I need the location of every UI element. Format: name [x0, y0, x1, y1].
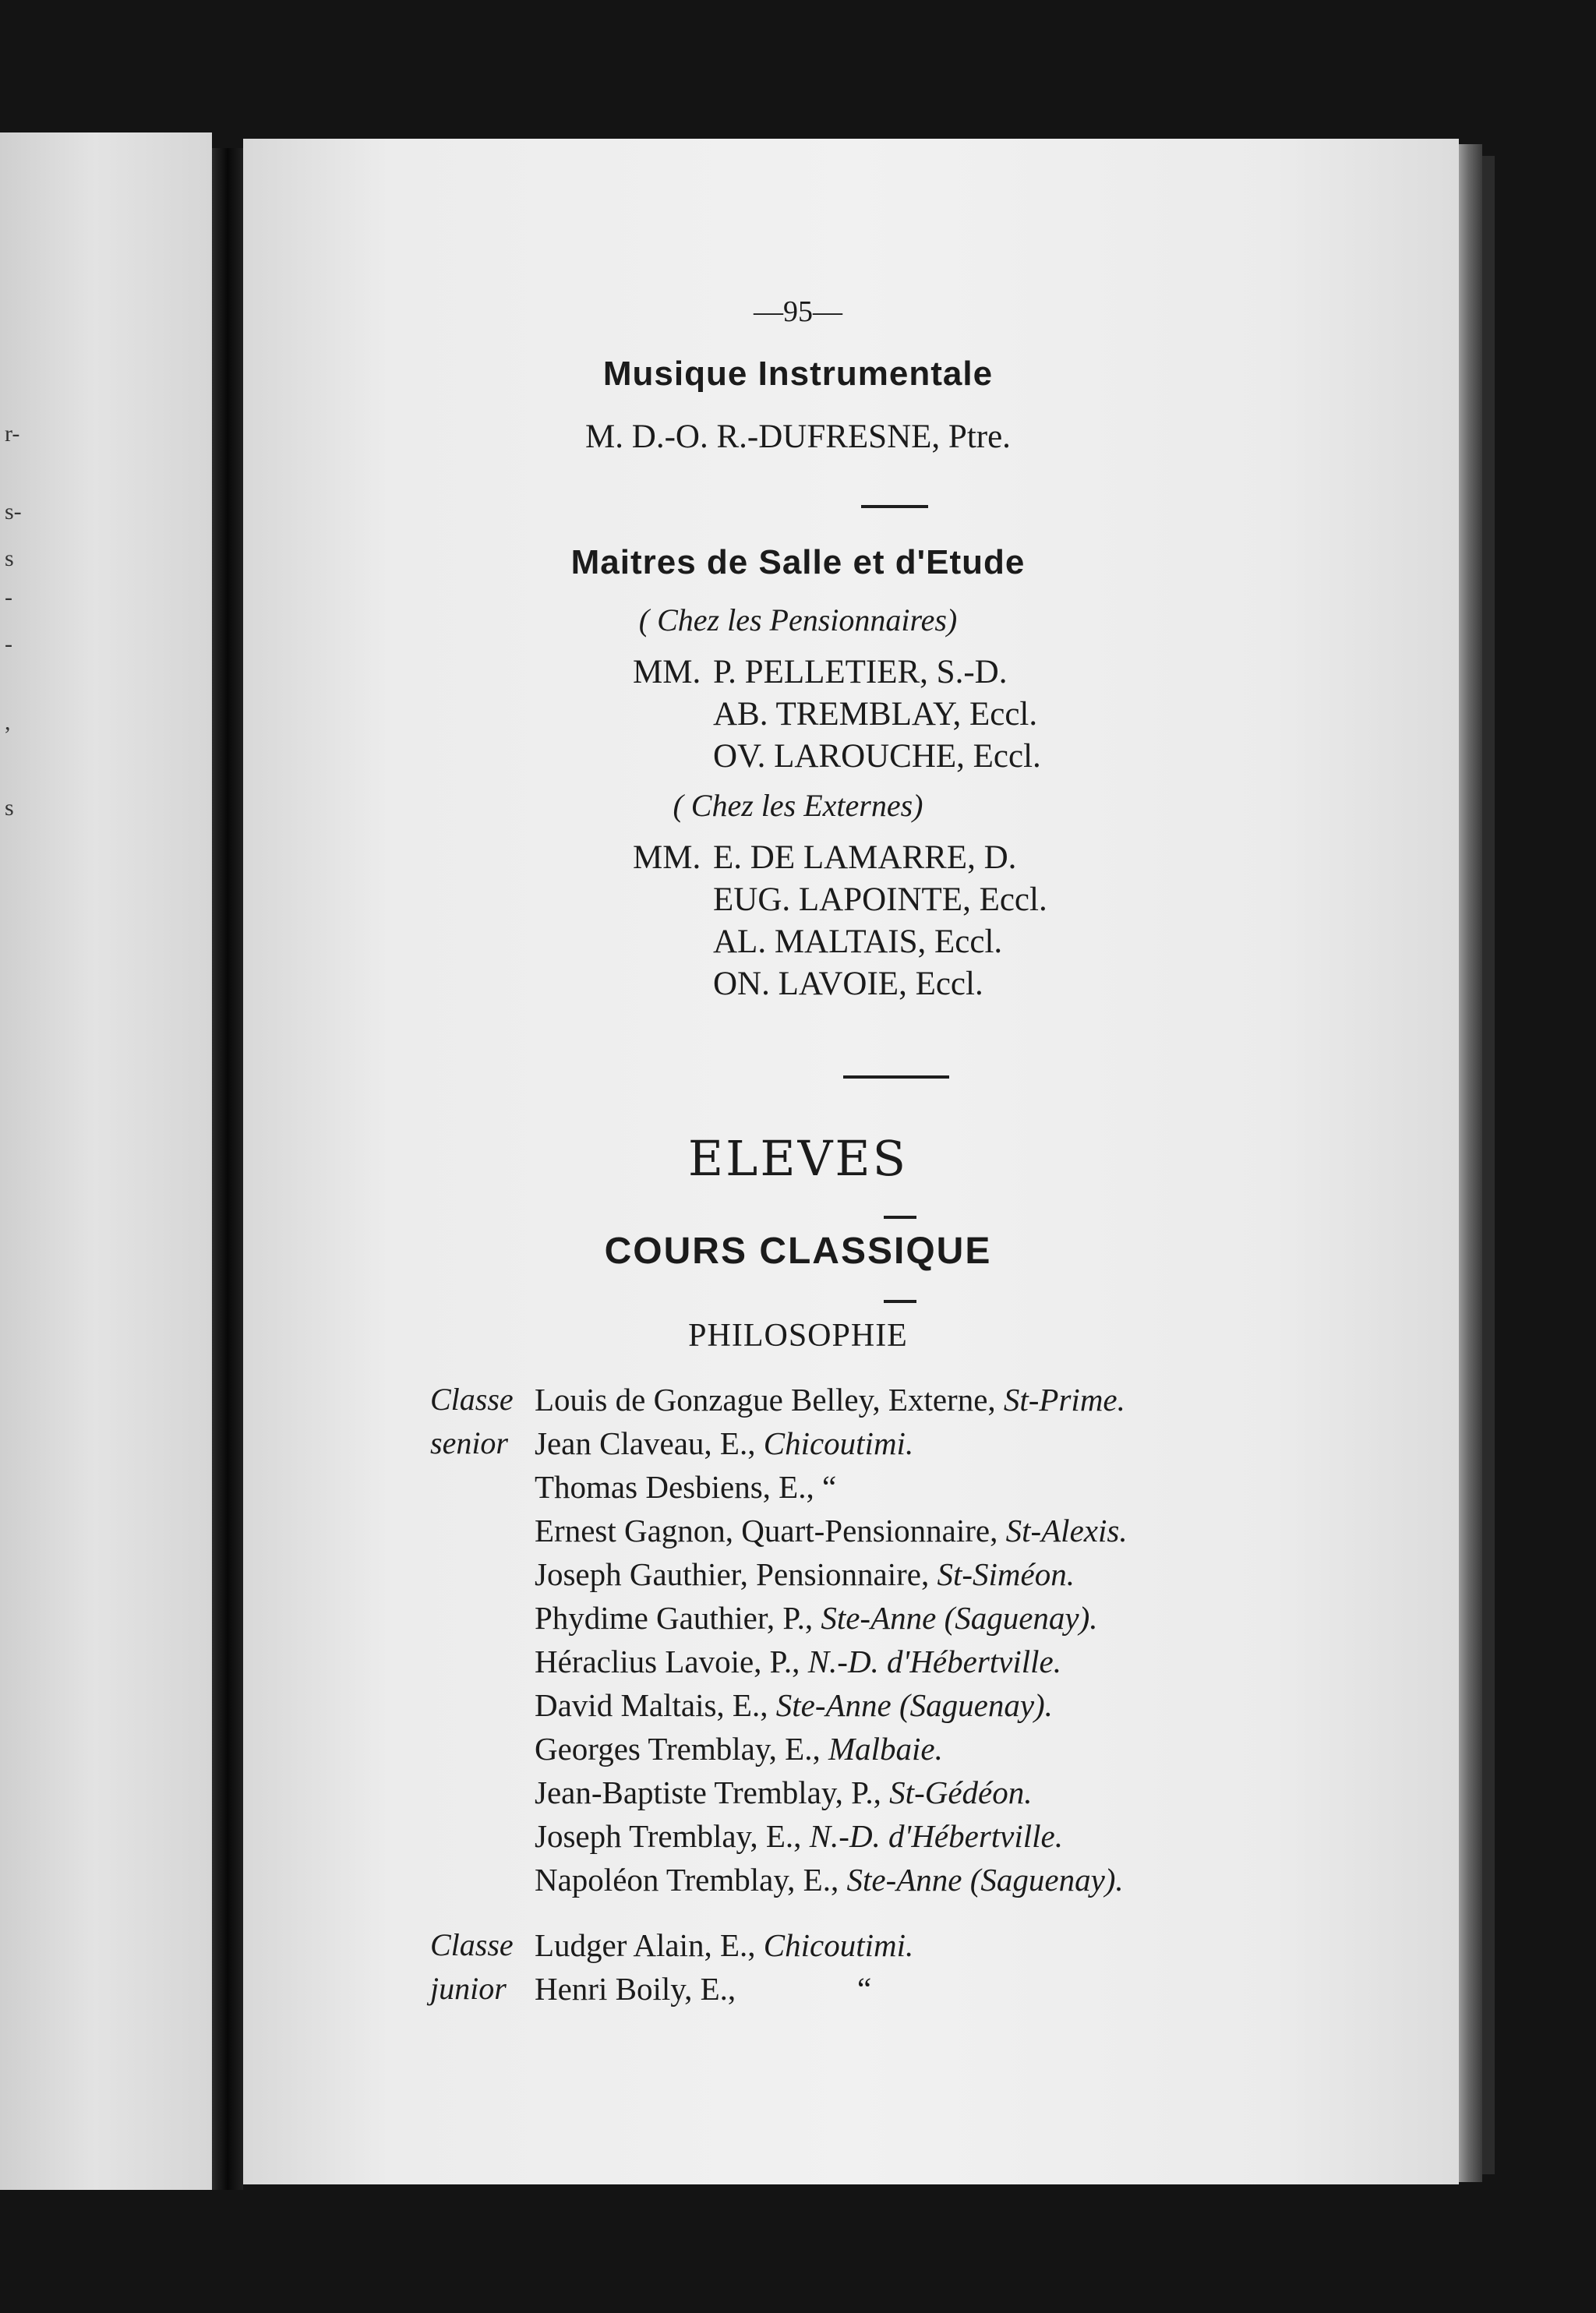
divider: [861, 505, 928, 508]
student-name: Napoléon Tremblay, E.,: [535, 1862, 839, 1898]
student-name: Ernest Gagnon, Quart-Pensionnaire,: [535, 1513, 998, 1548]
class-heading: PHILOSOPHIE: [688, 1318, 908, 1354]
student-name: David Maltais, E.,: [535, 1687, 768, 1723]
divider: [884, 1300, 916, 1303]
student-place: St-Prime.: [1003, 1382, 1125, 1418]
student-row: [535, 1425, 913, 1462]
student-place: St-Gédéon.: [889, 1774, 1033, 1810]
class-label: junior: [430, 1971, 507, 2006]
master-name: ON. LAVOIE, Eccl.: [713, 966, 983, 1002]
student-name: Louis de Gonzague Belley, Externe,: [535, 1382, 996, 1418]
student-place: “: [821, 1469, 837, 1505]
mm-label: MM.: [633, 654, 701, 690]
divider: [884, 1216, 916, 1219]
student-name: Jean Claveau, E.,: [535, 1425, 756, 1461]
instrumental-heading: Musique Instrumentale: [602, 355, 994, 393]
left-page-mark: s-: [5, 499, 22, 524]
student-place: N.-D. d'Hébertville.: [809, 1818, 1063, 1854]
student-name: Héraclius Lavoie, P.,: [535, 1644, 800, 1679]
page-number: —95—: [754, 295, 842, 328]
student-row: [535, 1381, 1125, 1418]
student-row: [535, 1643, 1061, 1680]
student-row: [535, 1730, 943, 1767]
left-page-mark: s: [5, 546, 14, 571]
master-name: AL. MALTAIS, Eccl.: [713, 923, 1003, 960]
student-row: [535, 1556, 1075, 1593]
student-name: Jean-Baptiste Tremblay, P.,: [535, 1774, 881, 1810]
student-name: Phydime Gauthier, P.,: [535, 1600, 814, 1636]
student-place: St-Siméon.: [937, 1556, 1075, 1592]
student-name: Joseph Gauthier, Pensionnaire,: [535, 1556, 930, 1592]
left-page-mark: -: [5, 631, 12, 657]
student-row: [535, 1861, 1124, 1898]
student-name: Henri Boily, E.,: [535, 1971, 736, 2007]
master-name: OV. LAROUCHE, Eccl.: [713, 738, 1041, 775]
student-place: Chicoutimi.: [763, 1425, 914, 1461]
left-page-mark: s: [5, 795, 14, 821]
student-place: Chicoutimi.: [763, 1927, 914, 1963]
student-row: [535, 1512, 1128, 1549]
student-row: [535, 1817, 1063, 1855]
student-row: [535, 1970, 872, 2008]
class-label: Classe: [430, 1927, 514, 1962]
student-row: [535, 1926, 913, 1964]
student-place: Ste-Anne (Saguenay).: [821, 1600, 1098, 1636]
masters-heading: Maitres de Salle et d'Etude: [570, 543, 1026, 581]
student-name: Thomas Desbiens, E.,: [535, 1469, 814, 1505]
mm-label: MM.: [633, 839, 701, 876]
master-name: AB. TREMBLAY, Eccl.: [713, 696, 1038, 733]
instrumental-teacher: M. D.-O. R.-DUFRESNE, Ptre.: [585, 418, 1011, 455]
divider: [843, 1075, 949, 1079]
master-name: E. DE LAMARRE, D.: [713, 839, 1017, 876]
student-place: St-Alexis.: [1005, 1513, 1128, 1548]
student-place: Ste-Anne (Saguenay).: [846, 1862, 1124, 1898]
student-name: Ludger Alain, E.,: [535, 1927, 756, 1963]
pension-note: ( Chez les Pensionnaires): [638, 602, 958, 637]
student-name: Joseph Tremblay, E.,: [535, 1818, 802, 1854]
student-place: Ste-Anne (Saguenay).: [775, 1687, 1053, 1723]
course-heading: COURS CLASSIQUE: [604, 1231, 992, 1272]
student-row: [535, 1774, 1032, 1811]
student-place: Malbaie.: [828, 1731, 943, 1767]
eleves-heading: ELEVES: [687, 1130, 909, 1187]
left-page-mark: ,: [5, 709, 11, 735]
student-row: [535, 1468, 836, 1506]
class-label: senior: [430, 1425, 508, 1460]
externes-note: ( Chez les Externes): [673, 788, 923, 823]
student-place: N.-D. d'Hébertville.: [807, 1644, 1061, 1679]
master-name: EUG. LAPOINTE, Eccl.: [713, 881, 1047, 918]
master-name: P. PELLETIER, S.-D.: [713, 654, 1008, 690]
class-label: Classe: [430, 1382, 514, 1417]
left-page-mark: -: [5, 584, 12, 610]
student-name: Georges Tremblay, E.,: [535, 1731, 821, 1767]
student-row: [535, 1686, 1053, 1724]
student-row: [535, 1599, 1098, 1637]
student-place: “: [857, 1971, 872, 2007]
left-page-mark: r-: [5, 421, 20, 447]
